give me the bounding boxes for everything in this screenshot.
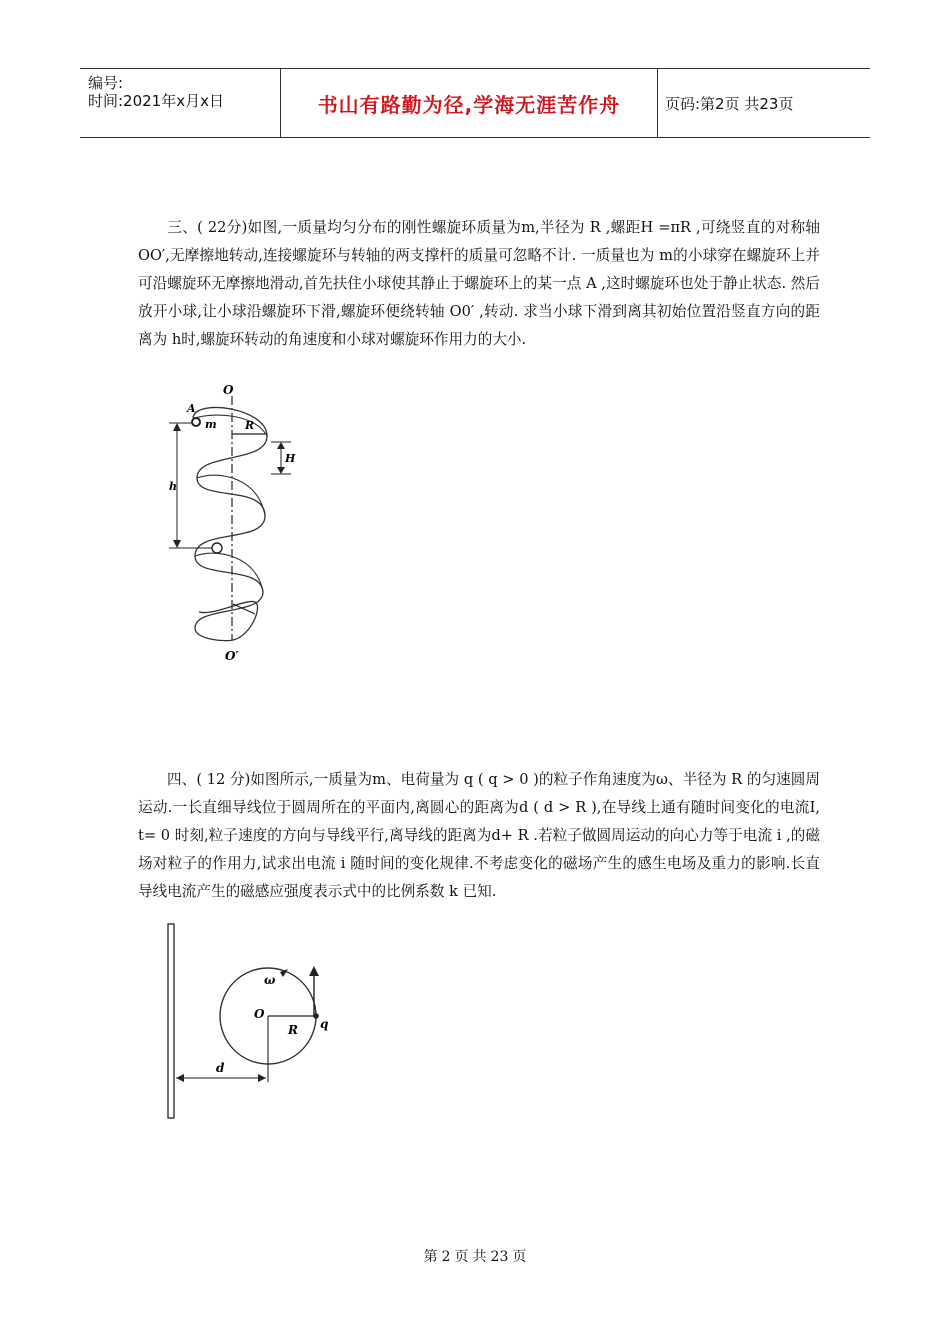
- time-label: 时间:2021年x月x日: [88, 92, 224, 110]
- footer-total-prefix: 共: [472, 1249, 487, 1265]
- label-center: O: [254, 1007, 265, 1021]
- label-point-a: A: [187, 402, 196, 415]
- header-page-info: 页码:第2页 共23页: [665, 94, 794, 113]
- problem-4-body: 四、( 12 分)如图所示,一质量为m、电荷量为 q ( q > 0 )的粒子作角速度为ω、半径为 R 的匀速圆周运动.一长直细导线位于圆周所在的平面内,离圆心的距离为d ( d > R ),在导线上通有随时间变化的电流I, t= 0 时刻,粒子速度的方向与导线平行,离导线的距离为d+ R .若粒子做圆周运动的向心力等于电流 i ,的磁场对粒子的作用力,试求出电流 i 随时间的变化规律.不考虑变化的磁场产生的感生电场及重力的影响.长直导线电流产生的磁感应强度表示式中的比例系数 k 已知.: [138, 771, 820, 900]
- footer-prefix: 第: [423, 1249, 438, 1265]
- label-height: h: [169, 480, 177, 493]
- footer-page-unit: 页: [454, 1249, 469, 1265]
- footer-total-unit: 页: [512, 1249, 527, 1265]
- label-radius-4: R: [288, 1023, 298, 1037]
- straight-wire: [168, 924, 174, 1118]
- label-omega: ω: [264, 973, 276, 987]
- page-header: [80, 68, 870, 138]
- label-axis-bottom: O′: [225, 649, 239, 663]
- ball-end: [212, 543, 222, 553]
- label-distance: d: [216, 1061, 225, 1075]
- page-footer: [0, 1246, 950, 1266]
- wire-circle-figure: [150, 922, 350, 1122]
- header-motto: 书山有路勤为径,学海无涯苦作舟: [281, 69, 658, 137]
- header-meta: [80, 69, 281, 137]
- problem-3-body: 三、( 22分)如图,一质量均匀分布的刚性螺旋环质量为m,半径为 R ,螺距H =πR ,可绕竖直的对称轴OO′,无摩擦地转动,连接螺旋环与转轴的两支撑杆的质量可忽略不计. 一质量也为 m的小球穿在螺旋环上并可沿螺旋环无摩擦地滑动,首先扶住小球使其静止于螺旋环上的某一点 A ,这时螺旋环也处于静止状态. 然后放开小球,让小球沿螺旋环下滑,螺旋环便绕转轴 O0′ ,转动. 求当小球下滑到离其初始位置沿竖直方向的距离为 h时,螺旋环转动的角速度和小球对螺旋环作用力的大小.: [138, 219, 820, 348]
- helix-figure: [155, 378, 315, 668]
- helix-coil: [193, 408, 267, 641]
- label-radius: R: [245, 419, 255, 432]
- footer-total: 23: [490, 1249, 509, 1265]
- problem-4-text: [138, 766, 820, 906]
- label-axis-top: O: [223, 383, 234, 397]
- footer-page: 2: [441, 1249, 451, 1265]
- label-pitch: H: [285, 452, 296, 465]
- problem-3-text: [138, 214, 820, 354]
- serial-label: 编号:: [88, 74, 124, 92]
- label-charge: q: [320, 1017, 329, 1031]
- ball-start: [192, 418, 200, 426]
- label-mass: m: [205, 418, 217, 431]
